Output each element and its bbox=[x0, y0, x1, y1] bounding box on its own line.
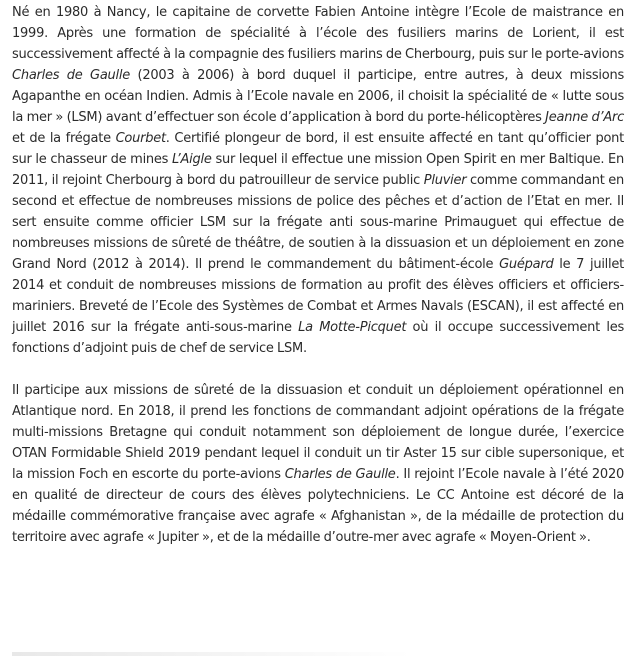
bottom-divider bbox=[12, 652, 412, 656]
text-run: . Il rejoint l’Ecole navale à l’été 2020 en qualité de directeur de cours des élèves polytechniciens. Le CC Antoine est décoré de la médaille commémorative française avec agrafe « Afghanistan », de la médaille de protection du territoire avec agrafe « Jupiter », et de la médaille d’outre-mer avec agrafe « Moyen-Orient ». bbox=[12, 467, 624, 545]
text-run: Il participe aux missions de sûreté de la dissuasion et conduit un déploiement opérationnel en Atlantique nord. En 2018, il prend les fonctions de commandant adjoint opérations de la frégate multi-missions Bretagne qui conduit notamment son déploiement de longue durée, l’exercice OTAN Formidable Shield 2019 pendant lequel il conduit un tir Aster 15 sur cible supersonique, et la mission Foch en escorte du porte-avions bbox=[12, 383, 624, 482]
text-run: et de la frégate bbox=[12, 131, 116, 146]
text-run: sur lequel il effectue une mission Open Spirit en mer Baltique. En 2011, il rejoint Cherbourg à bord du patrouilleur de service public bbox=[12, 152, 624, 188]
ship-name: Charles de Gaulle bbox=[284, 467, 396, 482]
biography-paragraph-1 bbox=[12, 2, 624, 359]
text-run: Né en 1980 à Nancy, le capitaine de corvette Fabien Antoine intègre l’Ecole de maistrance en 1999. Après une formation de spécialité à l’école des fusiliers marins de Lorient, il est successivement affecté à la compagnie des fusiliers marins de Cherbourg, puis sur le porte-avions bbox=[12, 5, 624, 62]
text-run: le 7 juillet 2014 et conduit de nombreuses missions de formation au profit des élèves officiers et officiers-mariniers. Breveté de l’Ecole des Systèmes de Combat et Armes Navals (ESCAN), il est affecté en juillet 2016 sur la frégate anti-sous-marine bbox=[12, 257, 625, 335]
ship-name: Charles de Gaulle bbox=[12, 68, 131, 83]
text-run: . Certifié plongeur de bord, il est ensuite affecté en tant qu’officier pont sur le chasseur de mines bbox=[12, 131, 624, 167]
biography-paragraph-2 bbox=[12, 380, 624, 548]
text-run: comme commandant en second et effectue de nombreuses missions de police des pêches et d’action de l’Etat en mer. Il sert ensuite comme officier LSM sur la frégate anti sous-marine Primauguet qui effectue de nombreuses missions de sûreté de théâtre, de soutien à la dissuasion et un déploiement en zone Grand Nord (2012 à 2014). Il prend le commandement du bâtiment-école bbox=[12, 173, 625, 272]
text-run: où il occupe successivement les fonctions d’adjoint puis de chef de service LSM. bbox=[12, 320, 624, 356]
ship-name: Jeanne d’Arc bbox=[545, 110, 624, 125]
text-run: (2003 à 2006) à bord duquel il participe, entre autres, à deux missions Agapanthe en océan Indien. Admis à l’Ecole navale en 2006, il choisit la spécialité de « lutte sous la mer » (LSM) avant d’effectuer son école d’application à bord du porte-hélicoptères bbox=[12, 68, 624, 125]
ship-name: Pluvier bbox=[423, 173, 467, 188]
ship-name: La Motte-Picquet bbox=[298, 320, 407, 335]
ship-name: L’Aigle bbox=[172, 152, 212, 167]
ship-name: Courbet bbox=[115, 131, 166, 146]
biography-article bbox=[12, 2, 624, 548]
ship-name: Guépard bbox=[499, 257, 554, 272]
